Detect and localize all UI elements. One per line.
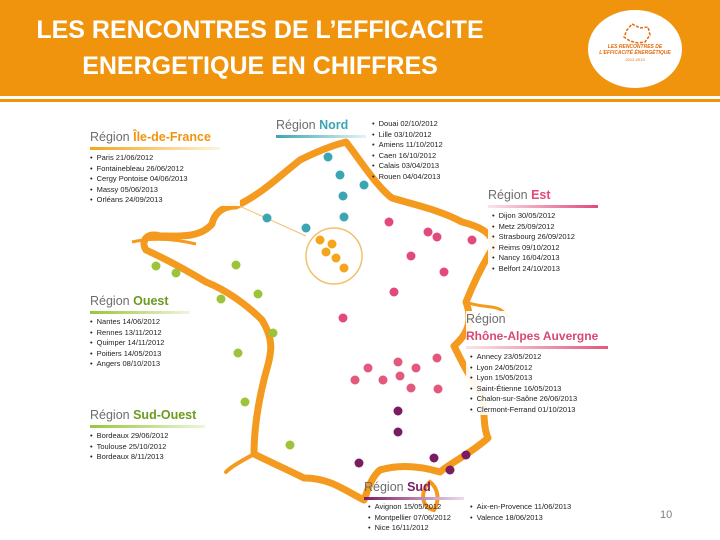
region-panel-idf — [90, 129, 240, 206]
region-underline — [466, 346, 608, 349]
region-events-sud-col2 — [470, 502, 571, 523]
ouest-marker — [241, 398, 250, 407]
rhone-marker — [407, 384, 416, 393]
event-item: • Bordeaux 8/11/2013 — [90, 452, 215, 463]
region-events-sud-col1 — [368, 502, 451, 534]
region-panel-nord — [276, 117, 376, 141]
region-title-ouest — [90, 293, 205, 310]
region-panel-est — [488, 187, 603, 274]
idf-marker — [328, 240, 337, 249]
rhone-marker — [379, 376, 388, 385]
event-item: • Clermont-Ferrand 01/10/2013 — [470, 405, 611, 416]
est-marker — [385, 218, 394, 227]
event-item: • Chalon-sur-Saône 26/06/2013 — [470, 394, 611, 405]
idf-marker — [316, 236, 325, 245]
event-item: • Fontainebleau 26/06/2012 — [90, 164, 240, 175]
est-marker — [468, 236, 477, 245]
ouest-marker — [269, 329, 278, 338]
event-item: • Douai 02/10/2012 — [372, 119, 443, 130]
event-item: • Nancy 16/04/2013 — [492, 253, 603, 264]
est-marker — [433, 233, 442, 242]
event-item: • Montpellier 07/06/2012 — [368, 513, 451, 524]
ouest-marker — [286, 441, 295, 450]
logo-text-line-1: LES RENCONTRES DE — [607, 44, 663, 50]
event-item: • Aix-en-Provence 11/06/2013 — [470, 502, 571, 513]
idf-marker — [322, 248, 331, 257]
region-events-sudouest — [90, 431, 215, 463]
region-panel-sudouest — [90, 407, 215, 463]
event-item: • Dijon 30/05/2012 — [492, 211, 603, 222]
est-marker — [424, 228, 433, 237]
event-item: • Orléans 24/09/2013 — [90, 195, 240, 206]
event-item: • Calais 03/04/2013 — [372, 161, 443, 172]
est-marker — [407, 252, 416, 261]
region-title-rhone-prefix: Région — [466, 312, 506, 326]
region-name: Nord — [319, 118, 349, 132]
region-underline — [276, 135, 366, 138]
region-underline — [488, 205, 598, 208]
page-title-line-1: LES RENCONTRES DE L’EFFICACITE — [36, 16, 484, 44]
region-name: Île-de-France — [133, 130, 211, 144]
region-title-sudouest — [90, 407, 215, 424]
event-item: • Rennes 13/11/2012 — [90, 328, 205, 339]
sud-marker — [462, 451, 471, 460]
sud-marker — [394, 428, 403, 437]
ouest-marker — [172, 269, 181, 278]
region-underline — [364, 497, 464, 500]
event-item: • Avignon 15/05/2012 — [368, 502, 451, 513]
region-prefix: Région — [90, 294, 134, 308]
region-name: Est — [531, 188, 551, 202]
region-prefix: Région — [90, 130, 134, 144]
event-item: • Poitiers 14/05/2013 — [90, 349, 205, 360]
event-item: • Caen 16/10/2012 — [372, 151, 443, 162]
rhone-marker — [434, 385, 443, 394]
region-events-rhone — [470, 352, 611, 415]
sud-marker — [355, 459, 364, 468]
nord-marker — [324, 153, 333, 162]
sud-marker — [394, 407, 403, 416]
ouest-marker — [152, 262, 161, 271]
region-events-nord — [372, 119, 443, 182]
event-item: • Amiens 11/10/2012 — [372, 140, 443, 151]
ouest-marker — [234, 349, 243, 358]
nord-marker — [340, 213, 349, 222]
event-item: • Angers 08/10/2013 — [90, 359, 205, 370]
logo-years: 2012-2013 — [625, 57, 645, 62]
idf-marker — [332, 254, 341, 263]
region-title-idf — [90, 129, 240, 146]
event-item: • Lyon 15/05/2013 — [470, 373, 611, 384]
page-title-line-2: ENERGETIQUE EN CHIFFRES — [82, 52, 438, 80]
event-item: • Nice 16/11/2012 — [368, 523, 451, 534]
region-name: Sud — [407, 480, 431, 494]
nord-marker — [263, 214, 272, 223]
region-underline — [90, 425, 205, 428]
region-panel-sud — [364, 479, 586, 503]
region-prefix: Région — [488, 188, 532, 202]
logo-text-line-2: L'EFFICACITÉ ÉNERGÉTIQUE — [599, 50, 671, 56]
region-prefix: Région — [276, 118, 320, 132]
rhone-marker — [433, 354, 442, 363]
rhone-marker — [364, 364, 373, 373]
rhone-marker — [394, 358, 403, 367]
sud-marker — [446, 466, 455, 475]
nord-marker — [302, 224, 311, 233]
event-item: • Paris 21/06/2012 — [90, 153, 240, 164]
nord-marker — [336, 171, 345, 180]
nord-marker — [360, 181, 369, 190]
region-panel-rhone — [466, 311, 611, 415]
region-prefix: Région — [364, 480, 408, 494]
event-item: • Nantes 14/06/2012 — [90, 317, 205, 328]
region-underline — [90, 311, 190, 314]
event-item: • Toulouse 25/10/2012 — [90, 442, 215, 453]
region-title-est — [488, 187, 603, 204]
event-item: • Massy 05/06/2013 — [90, 185, 240, 196]
event-item: • Lille 03/10/2012 — [372, 130, 443, 141]
ouest-marker — [254, 290, 263, 299]
region-title-sud — [364, 479, 586, 496]
region-events-idf — [90, 153, 240, 206]
event-item: • Rouen 04/04/2013 — [372, 172, 443, 183]
sud-marker — [430, 454, 439, 463]
event-item: • Quimper 14/11/2012 — [90, 338, 205, 349]
region-events-ouest — [90, 317, 205, 370]
rhone-marker — [412, 364, 421, 373]
event-item: • Cergy Pontoise 04/06/2013 — [90, 174, 240, 185]
event-item: • Metz 25/09/2012 — [492, 222, 603, 233]
region-prefix: Région — [90, 408, 134, 422]
event-item: • Belfort 24/10/2013 — [492, 264, 603, 275]
event-item: • Lyon 24/05/2012 — [470, 363, 611, 374]
rhone-marker — [396, 372, 405, 381]
event-item: • Reims 09/10/2012 — [492, 243, 603, 254]
event-item: • Annecy 23/05/2012 — [470, 352, 611, 363]
nord-marker — [339, 192, 348, 201]
event-item: • Strasbourg 26/09/2012 — [492, 232, 603, 243]
region-panel-ouest — [90, 293, 205, 370]
est-marker — [339, 314, 348, 323]
region-name: Ouest — [133, 294, 169, 308]
est-marker — [390, 288, 399, 297]
idf-marker — [340, 264, 349, 273]
ouest-marker — [217, 295, 226, 304]
region-title-rhone: Rhône-Alpes Auvergne — [466, 329, 599, 343]
est-marker — [440, 268, 449, 277]
event-item: • Bordeaux 29/06/2012 — [90, 431, 215, 442]
event-item: • Valence 18/06/2013 — [470, 513, 571, 524]
region-underline — [90, 147, 220, 150]
rhone-marker — [351, 376, 360, 385]
ouest-marker — [232, 261, 241, 270]
event-item: • Saint-Étienne 16/05/2013 — [470, 384, 611, 395]
region-name: Sud-Ouest — [133, 408, 197, 422]
region-events-est — [492, 211, 603, 274]
page-number: 10 — [660, 509, 673, 521]
region-title-nord — [276, 117, 376, 134]
